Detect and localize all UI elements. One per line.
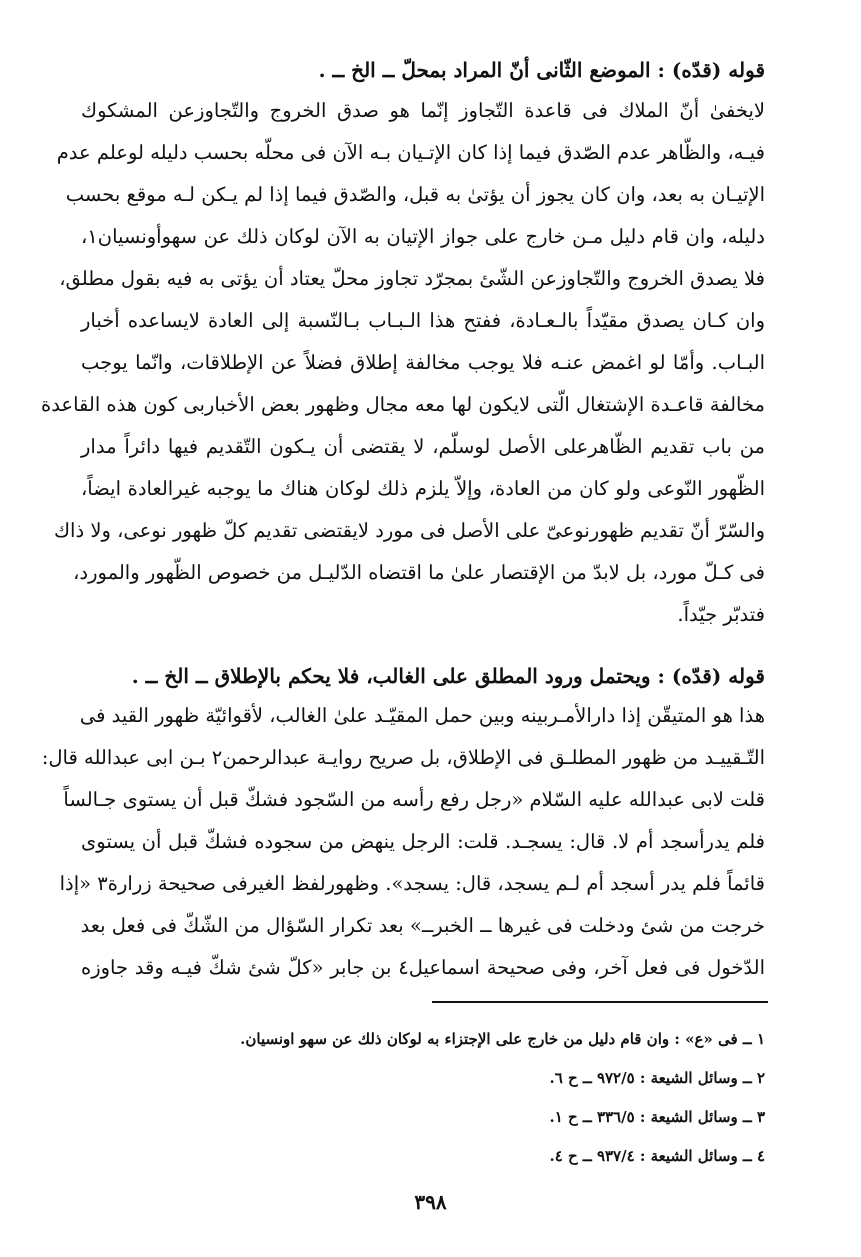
- paragraph-line: والسّرّ أنّ تقديم ظهورنوعىّ على الأصل فى مورد لايقتضى تقديم كلّ ظهور نوعى، ولا ذاك: [53, 519, 765, 542]
- paragraph-line: دليله، وان قام دليل مـن خارج على جواز الإتيان به الآن لوكان ذلك عن سهوأونسيان١،: [81, 225, 765, 248]
- paragraph-line: خرجت من شئ ودخلت فى غيرها ــ الخبرــ» بعد تكرار السّؤال من الشّكّ فى فعل بعد: [80, 914, 765, 937]
- paragraph-line: فلا يصدق الخروج والتّجاوزعن الشّئ بمجرّد تجاوز محلّ يعتاد أن يؤتى به فيه بقول مطلق،: [59, 267, 765, 290]
- section-heading-1: قوله (قدّه) : الموضع الثّانى أنّ المراد بمحلّ ــ الخ ــ .: [318, 58, 765, 82]
- paragraph-line: قائماً فلم يدر أسجد أم لـم يسجد، قال: يسجد». وظهورلفظ الغيرفى صحيحة زرارة٣ «إذا: [59, 872, 765, 895]
- paragraph-1: [40, 90, 765, 636]
- paragraph-line: البـاب. وأمّا لو اغمض عنـه فلا يوجب مخالفة إطلاق فضلاً عن الإطلاقات، وانّما يوجب: [81, 351, 765, 374]
- paragraph-line: قلت لابى عبدالله عليه السّلام «رجل رفع رأسه من السّجود فشكّ قبل أن يستوى جـالساً: [63, 788, 765, 811]
- section-heading-2: قوله (قدّه) : ويحتمل ورود المطلق على الغالب، فلا يحكم بالإطلاق ــ الخ ــ .: [131, 664, 765, 688]
- footnote-1: ١ ــ فى «ع» : وان قام دليل من خارج على الإجتزاء به لوكان ذلك عن سهو اونسيان.: [240, 1030, 765, 1048]
- footnote-4: ٤ ــ وسائل الشيعة : ٩٣٧/٤ ــ ح ٤.: [549, 1147, 765, 1165]
- paragraph-line: فى كـلّ مورد، بل لابدّ من الإقتصار علىٰ ما اقتضاه الدّليـل من خصوص الظّهور والمورد،: [73, 561, 765, 584]
- footnote-3: ٣ ــ وسائل الشيعة : ٣٣٦/٥ ــ ح ١.: [549, 1108, 765, 1126]
- paragraph-line: من باب تقديم الظّاهرعلى الأصل لوسلّم، لا يقتضى أن يـكون التّقديم فيها دائراً مدار: [81, 435, 765, 458]
- footnote-2: ٢ ــ وسائل الشيعة : ٩٧٢/٥ ــ ح ٦.: [549, 1069, 765, 1087]
- paragraph-line: التّـقييـد من ظهور المطلـق فى الإطلاق، بل صريح روايـة عبدالرحمن٢ بـن ابى عبدالله قال:: [41, 746, 765, 769]
- paragraph-line: الظّهور النّوعى ولو كان من العادة، وإلاّ يلزم ذلك لوكان هناك ما يوجبه غيرالعادة ايضاً،: [81, 477, 765, 500]
- paragraph-line: مخالفة قاعـدة الإشتغال الّتى لايكون لها معه مجال وظهور بعض الأخباربى كون هذه القاعدة: [40, 393, 765, 416]
- page-number: ٣٩٨: [414, 1190, 447, 1214]
- paragraph-line: فلم يدرأسجد أم لا. قال: يسجـد. قلت: الرجل ينهض من سجوده فشكّ قبل أن يستوى: [81, 830, 765, 853]
- paragraph-line: هذا هو المتيقّن إذا دارالأمـربينه وبين حمل المقيّـد علىٰ الغالب، لأقوائيّة ظهور القيد فى: [79, 704, 765, 727]
- footnote-divider: [432, 1001, 768, 1003]
- paragraph-line: فيـه، والظّاهر عدم الصّدق فيما إذا كان الإتـيان بـه الآن فى محلّه بحسب دليله لوعلم عدم: [56, 141, 765, 164]
- paragraph-line: فتدبّر جيّداً.: [677, 603, 765, 626]
- footnotes: [81, 1020, 765, 1176]
- paragraph-line: الإتيـان به بعد، وان كان يجوز أن يؤتىٰ به قبل، والصّدق فيما إذا لم يـكن لـه موقع بحسب: [65, 183, 765, 206]
- paragraph-line: الدّخول فى فعل آخر، وفى صحيحة اسماعيل٤ بن جابر «كلّ شئ شكّ فيـه وقد جاوزه: [81, 956, 766, 979]
- paragraph-2: [41, 695, 766, 989]
- paragraph-line: وان كـان يصدق مقيّداً بالـعـادة، ففتح هذا الـبـاب بـالنّسبة إلى العادة لايساعده أخبار: [81, 309, 765, 332]
- paragraph-line: لايخفىٰ أنّ الملاك فى قاعدة التّجاوز إنّما هو صدق الخروج والتّجاوزعن المشكوك: [81, 99, 765, 122]
